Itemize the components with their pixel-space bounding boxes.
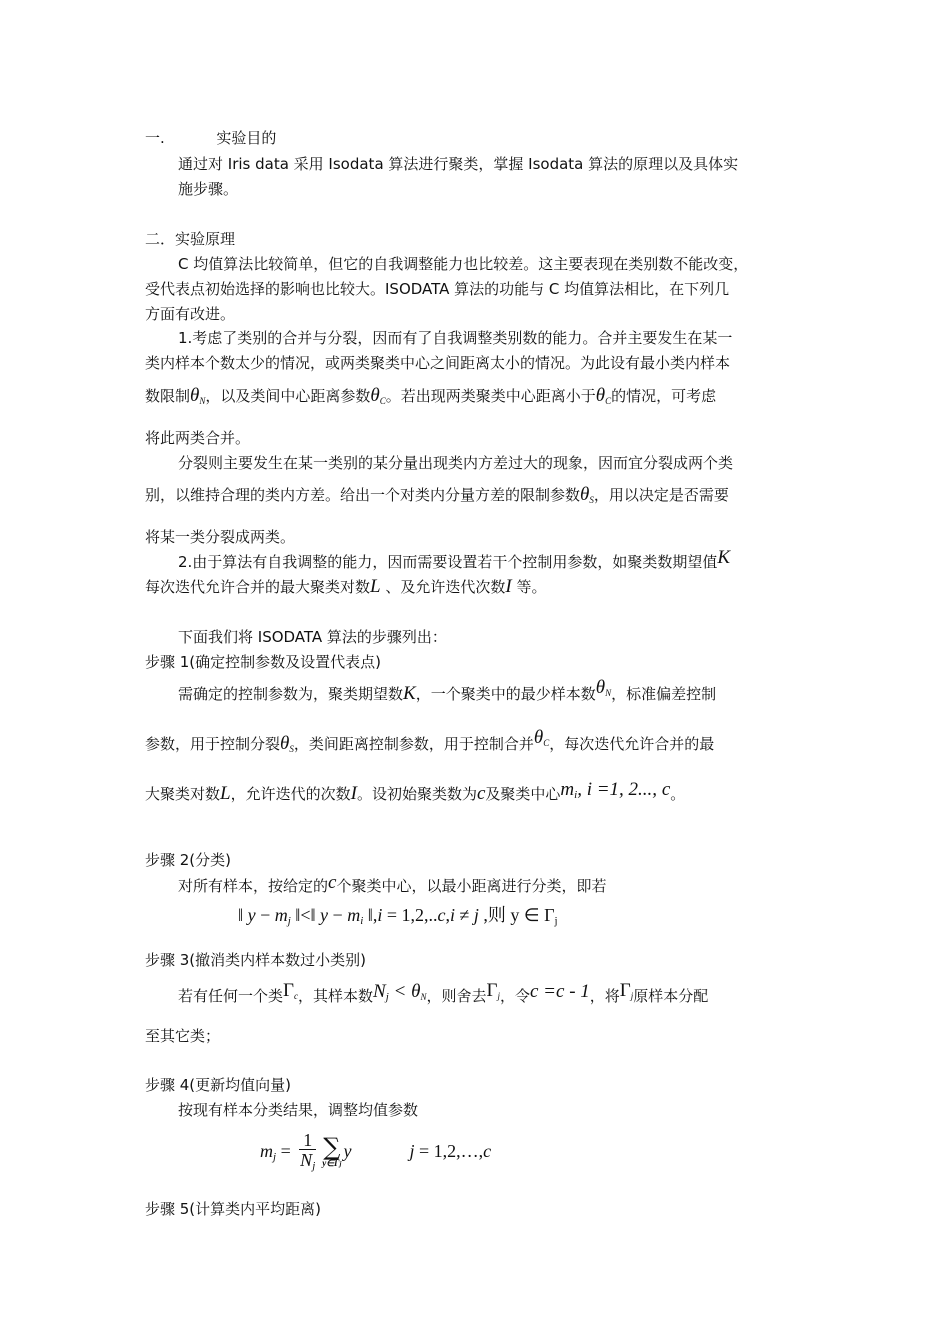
section-2-p2-line-4: 将此两类合并。 xyxy=(145,429,251,447)
step-4-formula: mj = $\frac{1}{Nj}$ ∑ y∈Γj y j = 1,2,…,c xyxy=(260,1130,492,1172)
section-2-p2-line-2: 类内样本个数太少的情况，或两类聚类中心之间距离太小的情况。为此设有最小类内样本 xyxy=(145,354,731,372)
i-symbol: I xyxy=(505,576,512,597)
nj-lt-thetan-formula: Nj < θN xyxy=(373,981,427,1003)
section-2-p3-line-2: 别，以维持合理的类内方差。给出一个对类内分量方差的限制参数$\theta_S$，用以决定是否需要 xyxy=(145,484,729,505)
theta-c-symbol: θ xyxy=(595,385,606,406)
theta-c-symbol: θ xyxy=(533,727,544,748)
section-2-p3-line-1: 分裂则主要发生在某一类别的某分量出现类内方差过大的现象，因而宜分裂成两个类 xyxy=(178,454,734,472)
theta-s-symbol: θ xyxy=(580,484,590,505)
theta-c-symbol: θ xyxy=(370,385,380,406)
i-symbol: I xyxy=(350,783,357,804)
summation: ∑ y∈Γj xyxy=(322,1132,342,1168)
centers-formula: mi, i =1, 2..., c xyxy=(560,779,671,801)
c-symbol: c xyxy=(328,872,337,893)
step-2-line-1: 对所有样本，按给定的c个聚类中心，以最小距离进行分类，即若 xyxy=(178,872,607,895)
c-decrement-formula: c =c - 1 xyxy=(529,981,590,1002)
l-symbol: L xyxy=(370,576,381,597)
step-4-line-1: 按现有样本分类结果，调整均值参数 xyxy=(178,1101,419,1119)
section-1-body-line-1: 通过对 Iris data 采用 Isodata 算法进行聚类，掌握 Isodata 算法的原理以及具体实 xyxy=(178,155,739,173)
section-2-p4-line-2: 每次迭代允许合并的最大聚类对数L 、及允许迭代次数I 等。 xyxy=(145,576,547,597)
section-1-body-line-2: 施步骤。 xyxy=(178,180,239,198)
step-4-title: 步骤 4(更新均值向量) xyxy=(145,1076,292,1094)
section-1-number: 一. xyxy=(145,129,165,147)
section-1-title: 实验目的 xyxy=(216,129,277,147)
step-1-line-3: 大聚类对数L，允许迭代的次数I。设初始聚类数为c及聚类中心mi, i =1, 2..., c。 xyxy=(145,779,686,804)
step-2-formula: ‖ y − mj ‖<‖ y − mi ‖,i = 1,2,..c,i ≠ j ,则 y ∈ Γj xyxy=(238,905,558,927)
step-2-title: 步骤 2(分类) xyxy=(145,851,232,869)
gamma-symbol: Γ xyxy=(619,980,631,1001)
section-2-title: 二．实验原理 xyxy=(145,230,236,248)
gamma-symbol: Γ xyxy=(486,980,498,1001)
l-symbol: L xyxy=(220,783,231,804)
section-2-p1-line-3: 方面有改进。 xyxy=(145,305,236,323)
theta-s-symbol: θ xyxy=(280,733,290,754)
step-3-line-1: 若有任何一个类Γc，其样本数Nj < θN，则舍去Γj，令c =c - 1，将Γj原样本分配 xyxy=(178,980,709,1005)
theta-n-symbol: θ xyxy=(595,677,606,698)
step-1-title: 步骤 1(确定控制参数及设置代表点) xyxy=(145,653,382,671)
k-symbol: K xyxy=(717,547,731,568)
gamma-symbol: Γ xyxy=(283,980,294,1001)
c-symbol: c xyxy=(476,783,486,804)
section-2-p1-line-1: C 均值算法比较简单，但它的自我调整能力也比较差。这主要表现在类别数不能改变， xyxy=(178,255,749,273)
section-2-p2-line-1: 1.考虑了类别的合并与分裂，因而有了自我调整类别数的能力。合并主要发生在某一 xyxy=(178,329,733,347)
steps-intro: 下面我们将 ISODATA 算法的步骤列出： xyxy=(178,628,447,646)
section-2-p3-line-3: 将某一类分裂成两类。 xyxy=(145,528,296,546)
step-1-line-1: 需确定的控制参数为，聚类期望数K，一个聚类中的最少样本数$\theta^N$，标准偏差控制 xyxy=(178,677,717,704)
section-2-p4-line-1: 2.由于算法有自我调整的能力，因而需要设置若干个控制用参数，如聚类数期望值K xyxy=(178,547,731,571)
step-5-title: 步骤 5(计算类内平均距离) xyxy=(145,1200,322,1218)
section-2-p1-line-2: 受代表点初始选择的影响也比较大。ISODATA 算法的功能与 C 均值算法相比，在下列几 xyxy=(145,280,730,298)
fraction: $\frac{1}{Nj}$ xyxy=(300,1130,316,1172)
section-1-heading xyxy=(145,128,276,148)
section-2-p2-line-3: 数限制$\theta_N$，以及类间中心距离参数$\theta_C$。若出现两类聚类中心距离小于$\theta_C$的情况，可考虑 xyxy=(145,385,717,406)
step-1-line-2: 参数，用于控制分裂$\theta_S$，类间距离控制参数，用于控制合并$\theta^C$，每次迭代允许合并的最 xyxy=(145,727,715,754)
step-3-line-2: 至其它类； xyxy=(145,1027,221,1045)
theta-n-symbol: θ xyxy=(190,385,200,406)
k-symbol: K xyxy=(403,683,416,704)
step-3-title: 步骤 3(撤消类内样本数过小类别) xyxy=(145,951,367,969)
